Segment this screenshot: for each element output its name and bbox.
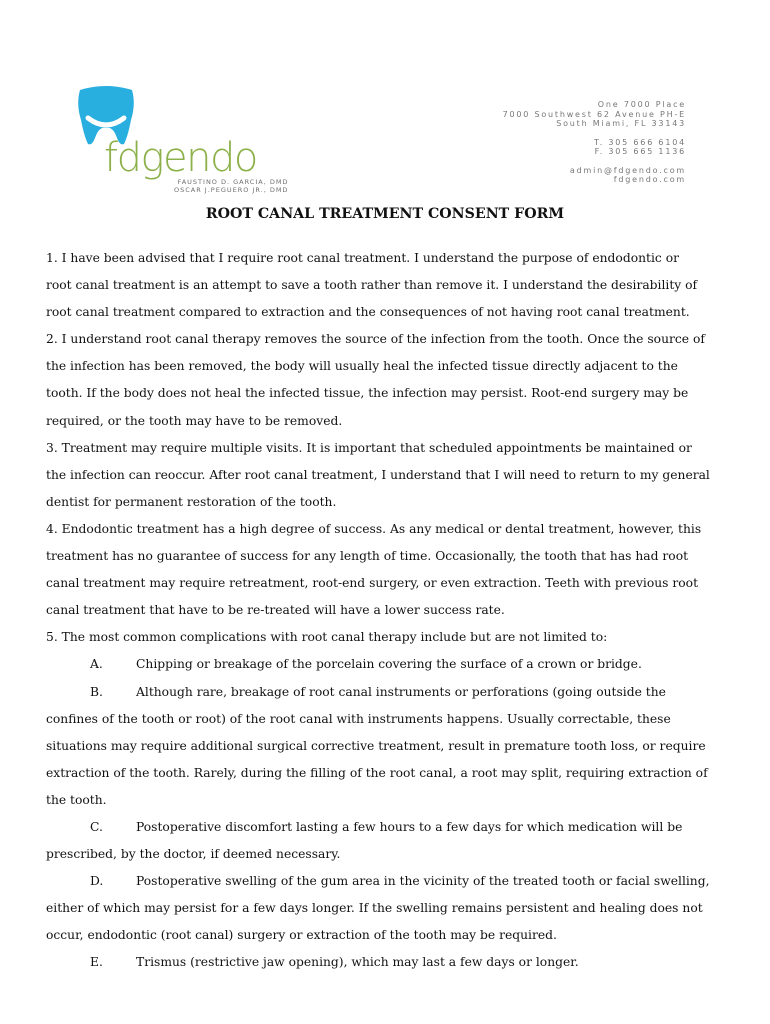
brand-wordmark: fdgendo [104,135,257,181]
text-line: required, or the tooth may have to be removed. [46,413,343,428]
form-title: ROOT CANAL TREATMENT CONSENT FORM [205,206,565,222]
address-line: South Miami, FL 33143 [556,119,686,128]
text-line: Postoperative discomfort lasting a few hours to a few days for which medication will be [136,819,683,834]
item-letter: C. [90,819,103,834]
text-line: root canal treatment compared to extraction and the consequences of not having root canal treatment. [46,305,690,320]
phone-line: T. 305 666 6104 [593,137,686,147]
complication-a [46,651,736,678]
text-line: 2. I understand root canal therapy removes the source of the infection from the tooth. Once the source of [46,332,705,347]
email-line: admin@fdgendo.com [569,165,686,175]
text-line: prescribed, by the doctor, if deemed necessary. [46,847,341,862]
item-letter: A. [90,657,103,672]
paragraph-1 [46,245,736,326]
complication-d [46,868,736,949]
contact-block [503,100,686,185]
text-line: Postoperative swelling of the gum area in the vicinity of the treated tooth or facial swelling, [136,874,710,889]
item-letter: E. [90,955,103,970]
paragraph-2 [46,326,736,434]
fdgendo-logo [74,86,289,196]
fax-line: F. 305 665 1136 [594,147,686,156]
doctor-name: FAUSTINO D. GARCIA, DMD [177,178,289,186]
website-line: fdgendo.com [613,175,686,184]
text-line: the infection has been removed, the body will usually heal the infected tissue directly adjacent to the [46,359,678,374]
text-line: confines of the tooth or root) of the root canal with instruments happens. Usually correctable, these [46,711,671,726]
paragraph-4 [46,516,736,624]
text-line: treatment has no guarantee of success for any length of time. Occasionally, the tooth that has had root [46,549,689,564]
text-line: canal treatment may require retreatment, root-end surgery, or even extraction. Teeth with previous root [46,576,699,591]
text-line: 1. I have been advised that I require root canal treatment. I understand the purpose of endodontic or [46,251,679,265]
complication-c [46,814,736,868]
text-line: extraction of the tooth. Rarely, during the filling of the root canal, a root may split, requiring extraction of [46,765,708,780]
text-line: the infection can reoccur. After root canal treatment, I understand that I will need to return to my general [46,467,710,482]
text-line: situations may require additional surgical corrective treatment, result in premature tooth loss, or require [46,738,706,753]
text-line: root canal treatment is an attempt to save a tooth rather than remove it. I understand the desirability of [46,278,698,293]
text-line: Chipping or breakage of the porcelain covering the surface of a crown or bridge. [136,657,642,672]
address-line: One 7000 Place [597,100,686,109]
text-line: the tooth. [46,792,107,807]
text-line: tooth. If the body does not heal the infected tissue, the infection may persist. Root-end surgery may be [46,386,689,401]
text-line: either of which may persist for a few days longer. If the swelling remains persistent and healing does not [46,901,703,916]
complication-b [46,679,736,814]
paragraph-3 [46,435,736,516]
text-line: occur, endodontic (root canal) surgery or extraction of the tooth may be required. [46,928,557,943]
complication-e [46,949,736,976]
text-line: canal treatment that have to be re-treated will have a lower success rate. [46,603,505,618]
form-body [46,245,736,977]
item-letter: D. [90,874,104,889]
address-line: 7000 Southwest 62 Avenue PH-E [502,109,686,119]
doctor-names [174,178,288,194]
item-letter: B. [90,684,103,699]
text-line: 3. Treatment may require multiple visits. It is important that scheduled appointments be maintained or [46,440,692,455]
text-line: 5. The most common complications with root canal therapy include but are not limited to: [46,630,608,645]
paragraph-5 [46,624,736,651]
text-line: Trismus (restrictive jaw opening), which may last a few days or longer. [136,955,579,970]
text-line: 4. Endodontic treatment has a high degree of success. As any medical or dental treatment, however, this [46,521,702,536]
text-line: Although rare, breakage of root canal instruments or perforations (going outside the [136,684,666,699]
text-line: dentist for permanent restoration of the tooth. [46,494,337,509]
doctor-name: OSCAR J.PEGUERO JR., DMD [174,186,289,194]
